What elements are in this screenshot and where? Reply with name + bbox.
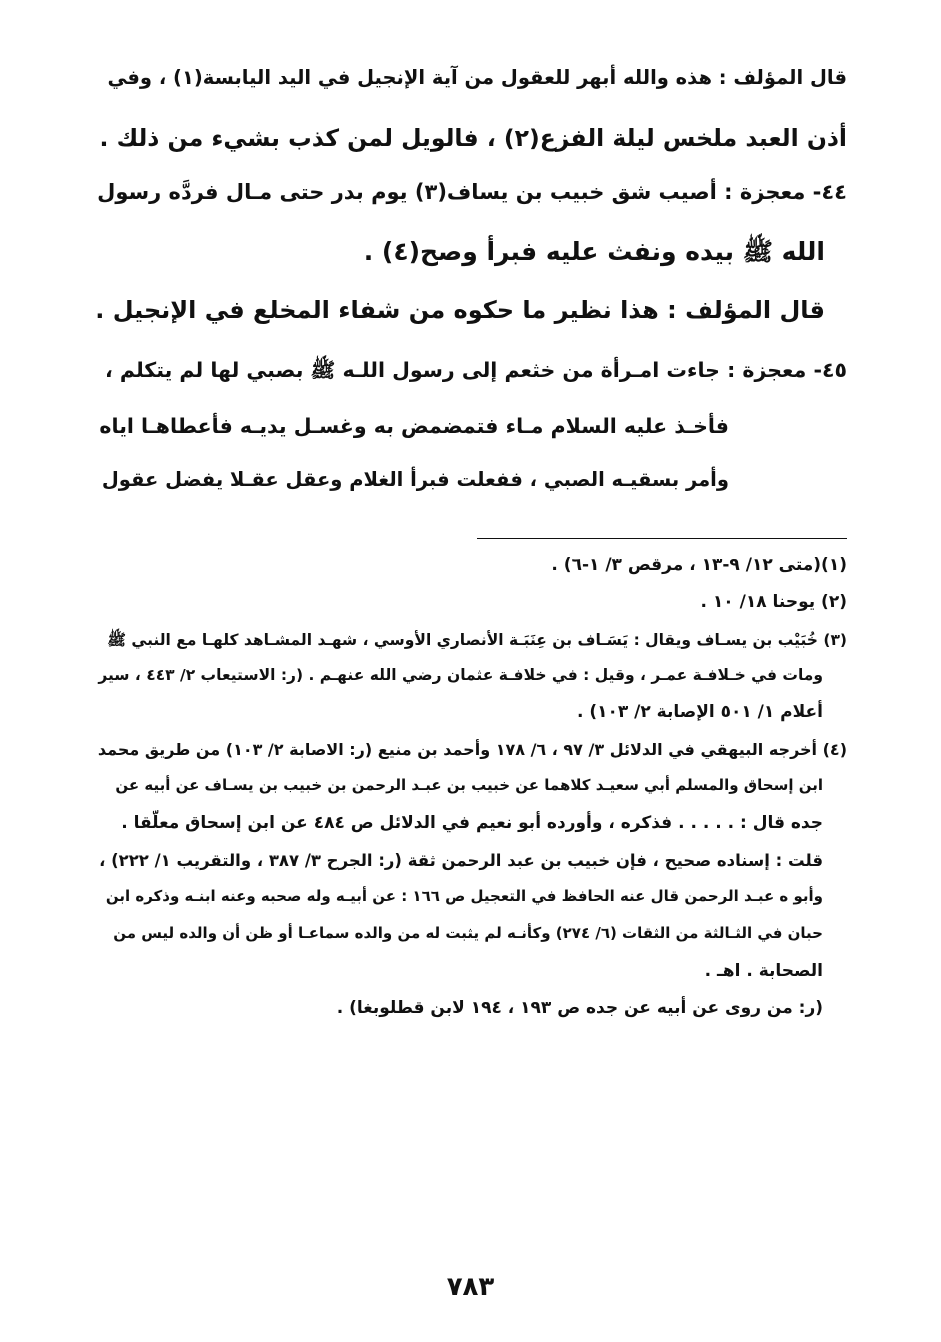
main-text-line: أذن العبد ملخس ليلة الفزع(٢) ، فالويل لمن كذب بشيء من ذلك . bbox=[99, 124, 847, 152]
main-text-line: قال المؤلف : هذه والله أبهر للعقول من آية الإنجيل في اليد اليابسة(١) ، وفي bbox=[107, 66, 847, 89]
footnote-line: (١)(متى ١٢/ ٩-١٣ ، مرقص ٣/ ١-٦) . bbox=[551, 555, 847, 575]
footnote-line: حبان في الثـالثة من الثقات (٦/ ٢٧٤) وكأنـه لم يثبت له من والده سماعـا أو ظن أن والده ليس من bbox=[113, 924, 823, 942]
main-text-line: فأخـذ عليه السلام مـاء فتمضمض به وغسـل يديـه فأعطاهـا اياه bbox=[99, 414, 729, 438]
footnote-line: (٤) أخرجه البيهقي في الدلائل ٣/ ٩٧ ، ٦/ ١٧٨ وأحمد بن منيع (ر: الاصابة ٢/ ١٠٣) من طريق محمد bbox=[97, 740, 847, 759]
footnote-separator bbox=[477, 538, 847, 539]
footnote-line: (ر: من روى عن أبيه عن جده ص ١٩٣ ، ١٩٤ لابن قطلوبغا) . bbox=[336, 998, 823, 1018]
footnote-line: ومات في خـلافـة عمـر ، وقيل : في خلافـة عثمان رضي الله عنهـم . (ر: الاستيعاب ٢/ ٤٤٣ ، سير bbox=[98, 666, 823, 684]
footnote-line: أعلام ١/ ٥٠١ الإصابة ٢/ ١٠٣) . bbox=[576, 702, 823, 722]
main-text-line: ٤٤- معجزة : أصيب شق خبيب بن يساف(٣) يوم بدر حتى مـال فردَّه رسول bbox=[97, 180, 847, 204]
main-text-line: ٤٥- معجزة : جاءت امـرأة من خثعم إلى رسول اللـه ﷺ بصبي لها لم يتكلم ، bbox=[104, 358, 847, 382]
footnote-line: (٣) خُبَيْب بن يسـاف ويقال : يَسَـاف بن عِنَبَـة الأنصاري الأوسي ، شهـد المشـاهد كلهـا مع النبي ﷺ bbox=[107, 631, 847, 649]
page-number: ٧٨٣ bbox=[446, 1272, 495, 1302]
main-text-line: الله ﷺ بيده ونفث عليه فبرأ وصح(٤) . bbox=[363, 237, 825, 266]
footnote-line: قلت : إسناده صحيح ، فإن خبيب بن عبد الرحمن ثقة (ر: الجرح ٣/ ٣٨٧ ، والتقريب ١/ ٢٢٢) ، bbox=[99, 851, 823, 870]
footnote-line: وأبو ه عبـد الرحمن قال عنه الحافظ في التعجيل ص ١٦٦ : عن أبيـه وله صحبه وعنه ابنـه وذكره ابن bbox=[105, 887, 823, 905]
footnote-line: الصحابة . اهـ . bbox=[704, 961, 823, 981]
footnote-line: (٢) يوحنا ١٨/ ١٠ . bbox=[700, 592, 847, 612]
footnote-line: ابن إسحاق والمسلم أبي سعيـد كلاهما عن خبيب بن عبـد الرحمن بن خبيب بن يسـاف عن أبيه عن bbox=[115, 776, 823, 794]
footnote-line: جده قال : . . . . . فذكره ، وأورده أبو نعيم في الدلائل ص ٤٨٤ عن ابن إسحاق معلّقا . bbox=[121, 813, 823, 833]
main-text-line: قال المؤلف : هذا نظير ما حكوه من شفاء المخلع في الإنجيل . bbox=[95, 296, 825, 324]
main-text-line: وأمر بسقيـه الصبي ، ففعلت فبرأ الغلام وعقل عقـلا يفضل عقول bbox=[101, 468, 729, 491]
